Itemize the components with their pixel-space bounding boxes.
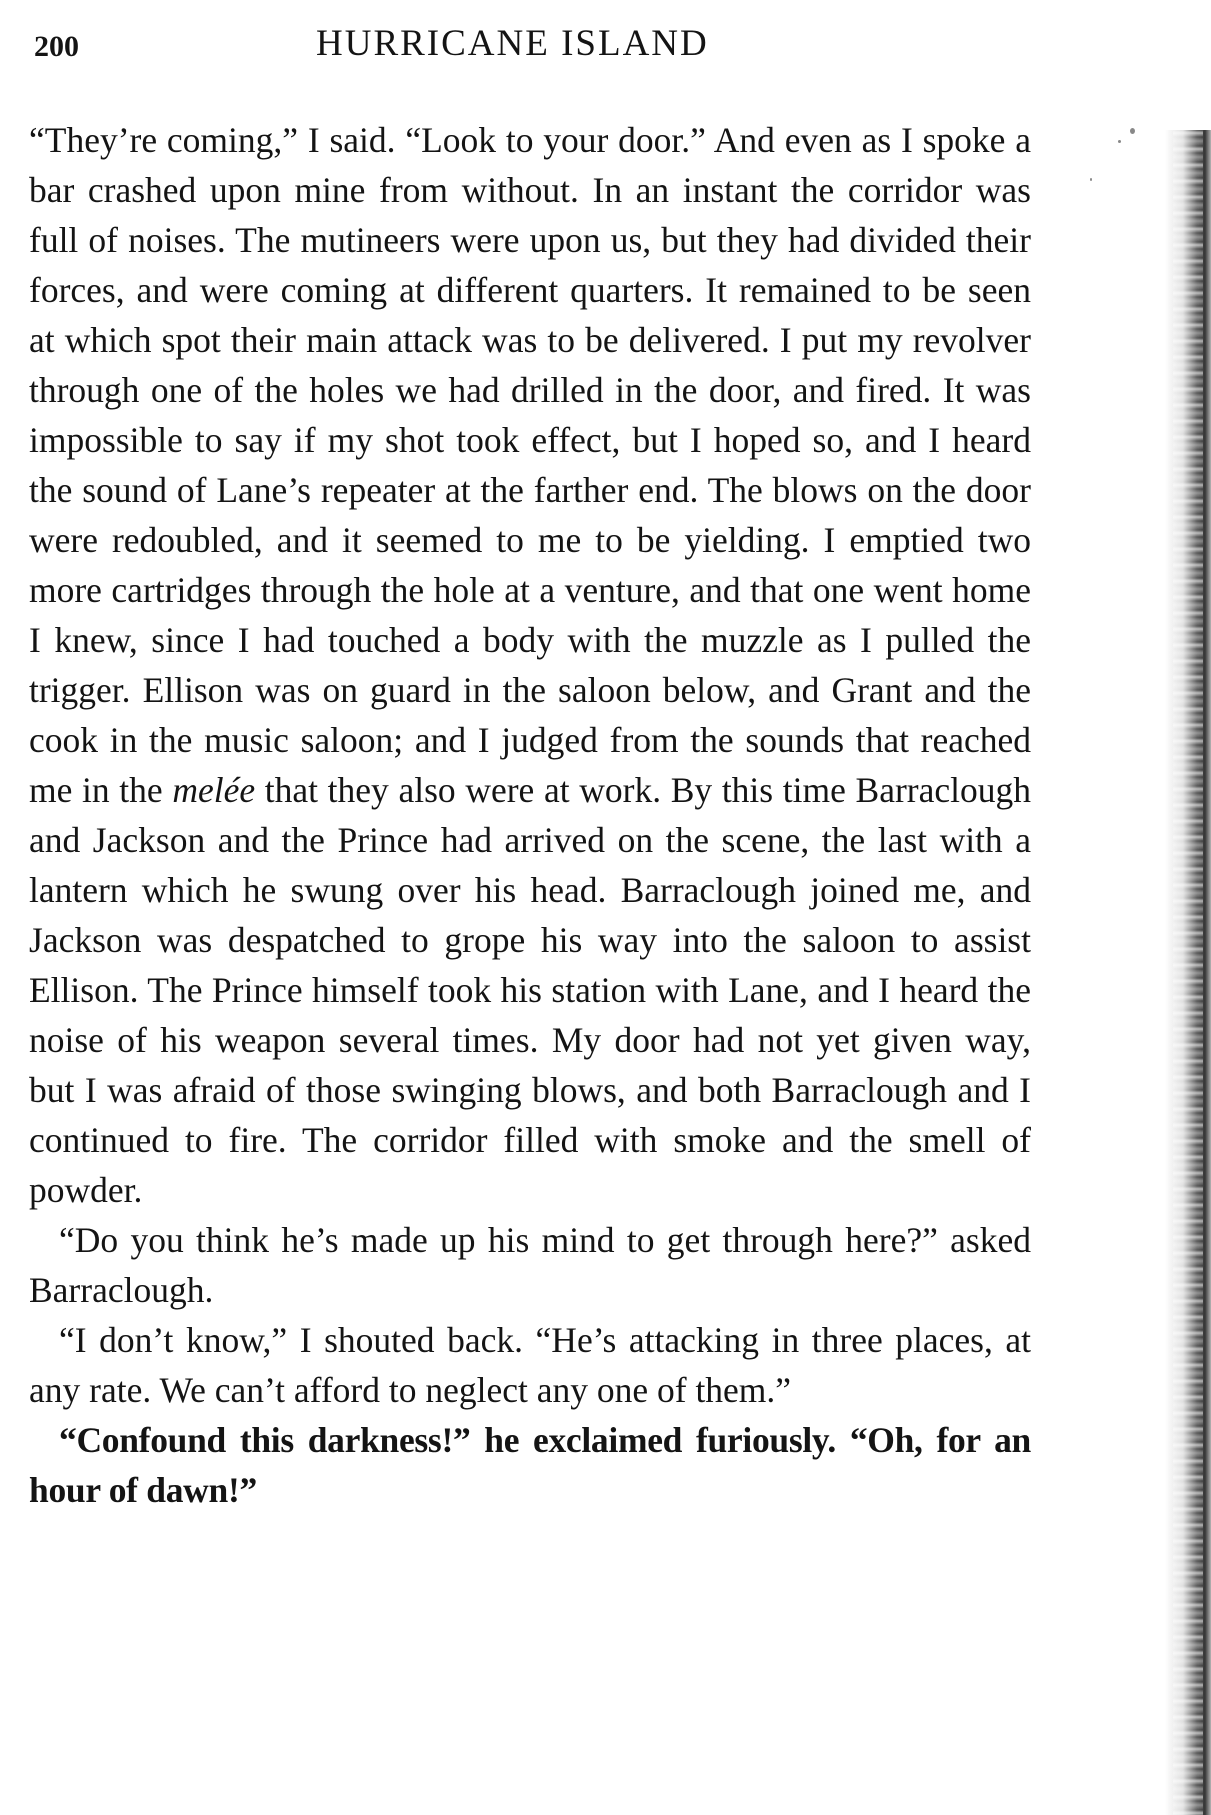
paragraph-1-text-b: that they also were at work. By this time Barraclough and Jackson and the Prince had arrived on the scene, the last with a lantern which he swung over his head. Barraclough joined me, and Jackson was despatched to grope his way into the saloon to assist Ellison. The Prince himself took his station with Lane, and I heard the noise of his weapon several times. My door had not yet given way, but I was afraid of those swinging blows, and both Barraclough and I continued to fire. The corridor filled with smoke and the smell of powder. bbox=[29, 770, 1031, 1210]
paragraph-3: “I don’t know,” I shouted back. “He’s attacking in three places, at any rate. We can’t afford to neglect any one of them.” bbox=[29, 1320, 1031, 1410]
ink-speck bbox=[1090, 178, 1092, 181]
paragraph-1-text-a: “They’re coming,” I said. “Look to your door.” And even as I spoke a bar crashed upon mine from without. In an instant the corridor was full of noises. The mutineers were upon us, but they had divided their forces, and were coming at different quarters. It remained to be seen at which spot their main attack was to be delivered. I put my revolver through one of the holes we had drilled in the door, and fired. It was impossible to say if my shot took effect, but I hoped so, and I heard the sound of Lane’s repeater at the farther end. The blows on the door were redoubled, and it seemed to me to be yielding. I emptied two more cartridges through the hole at a venture, and that one went home I knew, since I had touched a body with the muzzle as I pulled the trigger. Ellison was on guard in the saloon below, and Grant and the cook in the music saloon; and I judged from the sounds that reached me in the bbox=[29, 120, 1031, 810]
paragraph-2: “Do you think he’s made up his mind to get through here?” asked Barraclough. bbox=[29, 1220, 1031, 1310]
page-binding-shadow bbox=[1165, 130, 1211, 1815]
running-title: HURRICANE ISLAND bbox=[316, 23, 709, 64]
page-number: 200 bbox=[34, 30, 79, 63]
paragraph-1 bbox=[29, 115, 1031, 1215]
ink-speck bbox=[1118, 140, 1121, 143]
paragraph-1-italic-word: melée bbox=[172, 770, 256, 810]
paragraph-4: “Confound this darkness!” he exclaimed furiously. “Oh, for an hour of dawn!” bbox=[29, 1420, 1031, 1510]
page-header bbox=[30, 18, 1030, 78]
ink-speck bbox=[1130, 128, 1135, 134]
body-text bbox=[29, 115, 1031, 1515]
